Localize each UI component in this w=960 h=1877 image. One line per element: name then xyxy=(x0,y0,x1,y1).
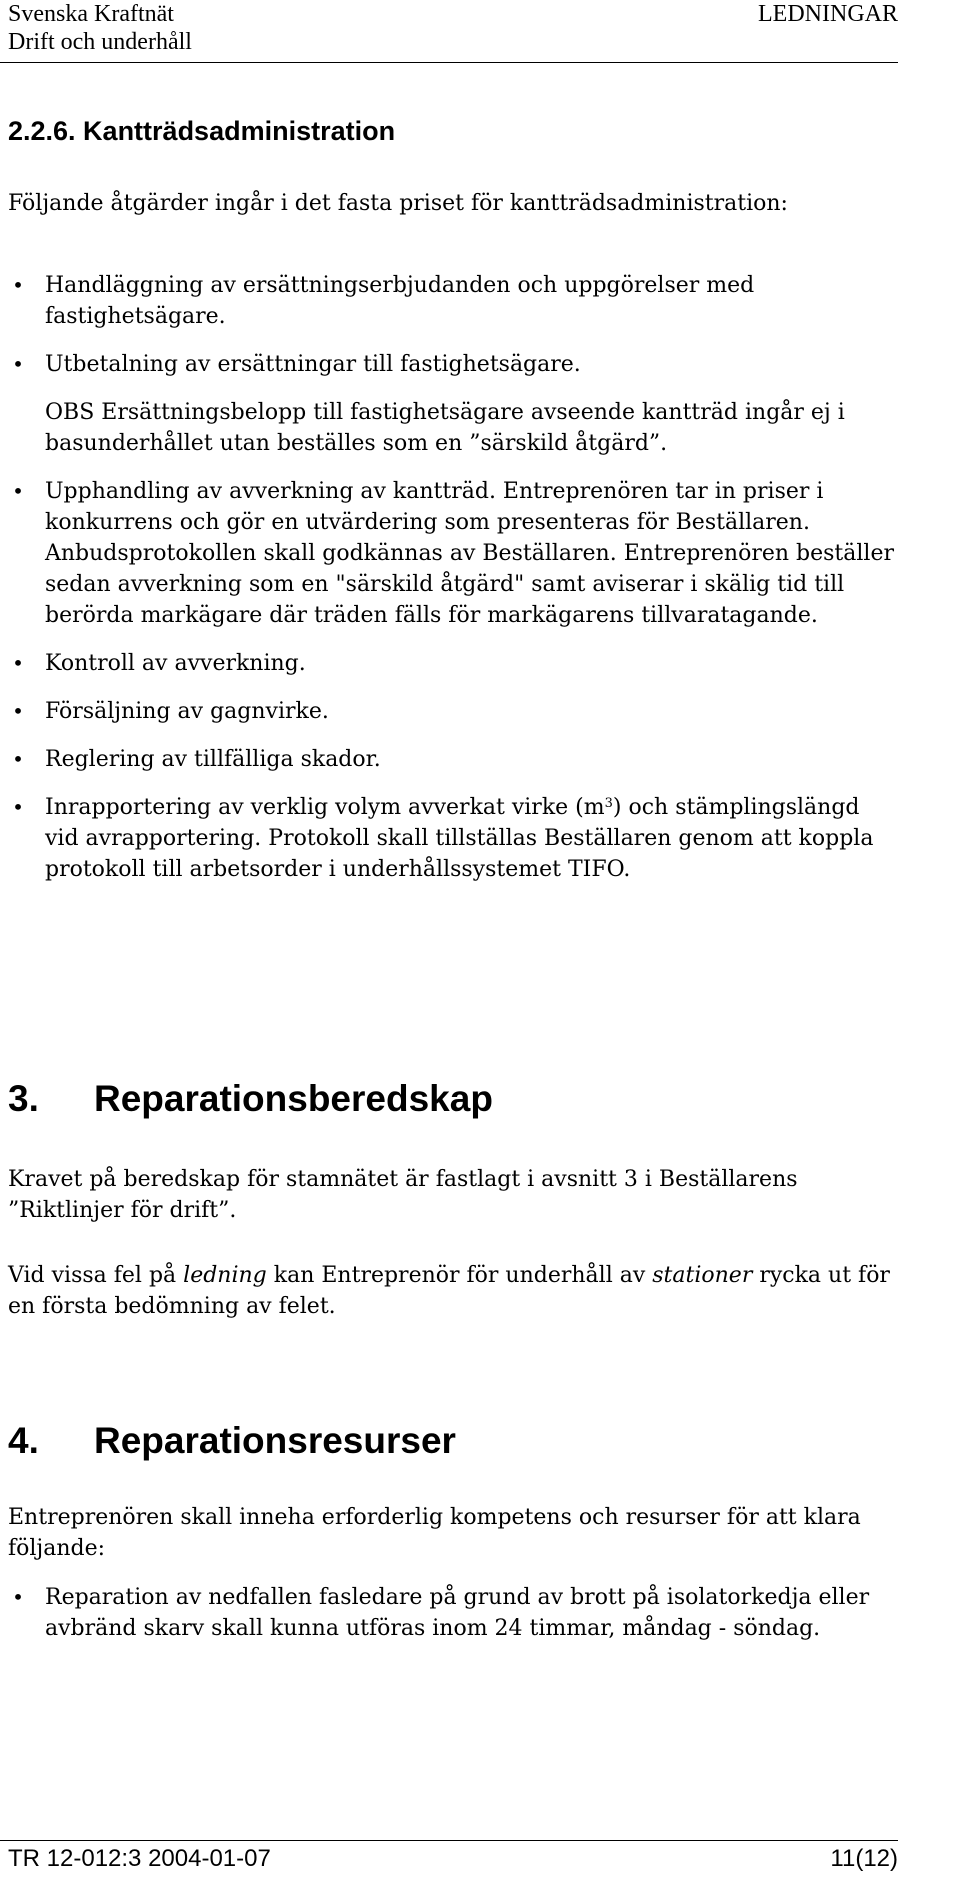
bullet-icon: • xyxy=(12,273,24,297)
section-3-para2: Vid vissa fel på ledning kan Entreprenör för underhåll av stationer rycka ut för en första bedömning av felet. xyxy=(8,1263,890,1319)
bullet-icon: • xyxy=(12,1585,24,1609)
section-3-para1: Kravet på beredskap för stamnätet är fastlagt i avsnitt 3 i Beställarens ”Riktlinjer för drift”. xyxy=(8,1167,798,1223)
bullet-icon: • xyxy=(12,352,24,376)
section-4-heading xyxy=(8,1420,456,1462)
header-dept: Drift och underhåll xyxy=(8,29,192,55)
section-226-list xyxy=(0,270,898,902)
footer-doc-ref: TR 12-012:3 2004-01-07 xyxy=(8,1845,271,1872)
section-4-list xyxy=(0,1582,898,1661)
section-4-number: 4. xyxy=(8,1420,39,1461)
bullet-icon: • xyxy=(12,651,24,675)
header-org: Svenska Kraftnät xyxy=(8,1,174,27)
section-4-intro: Entreprenören skall inneha erforderlig kompetens och resurser för att klara följande: xyxy=(8,1505,861,1561)
list-item: • Reparation av nedfallen fasledare på grund av brott på isolatorkedja eller avbränd skarv skall kunna utföras inom 24 timmar, måndag - söndag. xyxy=(0,1582,898,1644)
list-item: • Handläggning av ersättningserbjudanden och uppgörelser med fastighetsägare. xyxy=(0,270,898,332)
list-item: • Inrapportering av verklig volym avverkat virke $(m^3)$ och stämplingslängd vid avrapportering. Protokoll skall tillställas Beställaren genom att koppla protokoll till arbetsorder i underhållssystemet TIFO. xyxy=(0,792,898,885)
list-item: • Kontroll av avverkning. xyxy=(0,648,898,679)
section-3-number: 3. xyxy=(8,1078,39,1119)
section-226-heading: 2.2.6. Kantträdsadministration xyxy=(8,116,396,146)
section-3-heading xyxy=(8,1078,493,1120)
page-header xyxy=(0,0,898,63)
page-footer xyxy=(0,1840,898,1872)
bullet-icon: • xyxy=(12,699,24,723)
footer-page-number: 11(12) xyxy=(830,1845,898,1872)
section-226-intro: Följande åtgärder ingår i det fasta priset för kantträdsadministration: xyxy=(8,191,788,216)
list-item: • Reglering av tillfälliga skador. xyxy=(0,744,898,775)
bullet-icon: • xyxy=(12,479,24,503)
bullet-icon: • xyxy=(12,747,24,771)
note-text: OBS Ersättningsbelopp till fastighetsägare avseende kantträd ingår ej i basunderhållet utan beställes som en ”särskild åtgärd”. xyxy=(45,400,845,456)
section-3-title: Reparationsberedskap xyxy=(94,1078,493,1119)
section-4-title: Reparationsresurser xyxy=(94,1420,456,1461)
list-item: • Försäljning av gagnvirke. xyxy=(0,696,898,727)
header-category: LEDNINGAR xyxy=(758,1,898,27)
bullet-icon: • xyxy=(12,795,24,819)
list-item: • Upphandling av avverkning av kantträd. Entreprenören tar in priser i konkurrens och gör en utvärdering som presenteras för Beställaren. Anbudsprotokollen skall godkännas av Beställaren. Entreprenören beställer sedan avverkning som en "särskild åtgärd" samt aviserar i skälig tid till berörda markägare där träden fälls för markägarens tillvaratagande. xyxy=(0,476,898,631)
list-item: • Utbetalning av ersättningar till fastighetsägare. xyxy=(0,349,898,380)
